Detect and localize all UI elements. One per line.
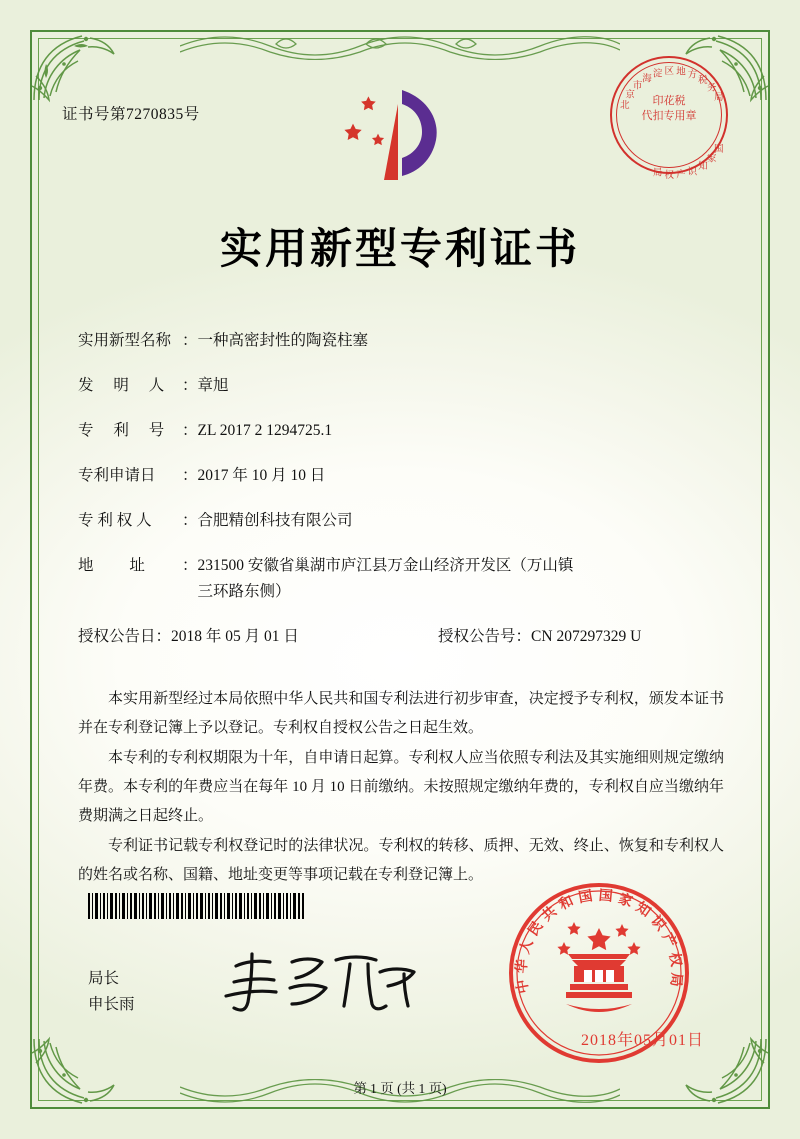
publication-row [78, 626, 728, 648]
svg-text:国: 国 [577, 889, 594, 907]
paragraph: 专利证书记载专利权登记时的法律状况。专利权的转移、质押、无效、终止、恢复和专利权人的姓名或名称、国籍、地址变更等事项记载在专利登记簿上。 [78, 838, 724, 883]
field-list [78, 330, 728, 659]
field-colon: ： [182, 421, 198, 439]
svg-text:和: 和 [557, 893, 577, 914]
publication-date-label: 授权公告日 [78, 628, 156, 646]
tax-stamp [610, 56, 728, 181]
svg-text:共: 共 [539, 904, 561, 925]
corner-ornament-icon [30, 30, 122, 104]
cnipa-logo-icon [340, 84, 460, 194]
publication-number [438, 626, 728, 648]
field-colon: ： [182, 332, 198, 349]
publication-number-label: 授权公告号 [438, 628, 516, 646]
field-row [78, 510, 728, 532]
svg-text:知: 知 [632, 900, 653, 921]
colon: ： [515, 628, 532, 646]
svg-text:识: 识 [647, 913, 668, 935]
address-line-2: 三环路东侧） [197, 583, 291, 601]
handwritten-signature-icon [218, 946, 428, 1018]
publication-date-value: 2018 年 05 月 01 日 [171, 628, 299, 646]
field-label: 发 明 人 [78, 376, 173, 394]
field-label: 专利申请日 [78, 466, 156, 484]
field-value: 一种高密封性的陶瓷柱塞 [197, 332, 369, 349]
field-row [78, 420, 728, 442]
address-line-1: 231500 安徽省巢湖市庐江县万金山经济开发区（万山镇 [197, 556, 574, 574]
publication-number-value: CN 207297329 U [531, 628, 642, 646]
field-colon: ： [182, 511, 198, 529]
field-value [198, 555, 728, 604]
director-name: 申长雨 [88, 996, 135, 1013]
field-value: 2017 年 10 月 10 日 [197, 466, 326, 484]
certificate-number: 证书号第7270835号 [62, 106, 200, 123]
stamp-line-1: 印花税 [652, 95, 686, 107]
director-title: 局长 [88, 970, 120, 987]
page-footer: 第 1 页 (共 1 页) [353, 1081, 447, 1096]
field-colon: ： [182, 466, 198, 484]
corner-ornament-icon [30, 1035, 122, 1109]
field-label: 专 利 号 [78, 421, 173, 439]
stamp-arc-text: 北 京 市 海 淀 区 地 方 税 务 局 国 家 知 识 产 权 局 [620, 67, 724, 181]
field-label: 地 址 [78, 556, 161, 574]
paragraph: 本实用新型经过本局依照中华人民共和国专利法进行初步审查，决定授予专利权，颁发本证书并在专利登记簿上予以登记。专利权自授权公告之日起生效。 [78, 691, 724, 736]
barcode [88, 893, 304, 919]
field-row [78, 555, 728, 604]
field-row [78, 330, 728, 352]
page-title: 实用新型专利证书 [219, 227, 580, 273]
field-value: ZL 2017 2 1294725.1 [197, 421, 333, 439]
field-label: 实用新型名称 [78, 332, 172, 349]
svg-text:局: 局 [667, 972, 684, 988]
field-value: 章旭 [197, 376, 229, 394]
field-value: 合肥精创科技有限公司 [197, 511, 353, 529]
svg-text:产: 产 [658, 931, 679, 951]
svg-text:民: 民 [526, 919, 547, 940]
field-row [78, 375, 728, 397]
paragraph: 本专利的专利权期限为十年，自申请日起算。专利权人应当依照专利法及其实施细则规定缴纳年费。本专利的年费应当在每年 10 月 10 日前缴纳。未按照规定缴纳年费的，专利权自应当缴纳年费期满之日起终止。 [78, 750, 724, 824]
svg-text:权: 权 [665, 951, 683, 968]
svg-text:中: 中 [515, 978, 533, 995]
field-colon: ： [182, 376, 198, 394]
field-row [78, 465, 728, 487]
svg-text:家: 家 [616, 891, 635, 911]
seal-date: 2018年05月01日 [580, 1032, 704, 1049]
stamp-center-text [612, 94, 726, 124]
colon: ： [155, 628, 172, 646]
legal-text [78, 685, 724, 891]
stamp-line-2: 代扣专用章 [641, 110, 697, 122]
svg-text:人: 人 [517, 937, 537, 956]
field-label: 专 利 权 人 [78, 511, 152, 529]
top-edge-ornament-icon [180, 32, 620, 60]
svg-text:华: 华 [514, 958, 531, 974]
signature-label [88, 966, 135, 1018]
svg-text:国: 国 [598, 888, 614, 905]
field-colon: ： [182, 556, 198, 574]
publication-date [78, 626, 438, 648]
